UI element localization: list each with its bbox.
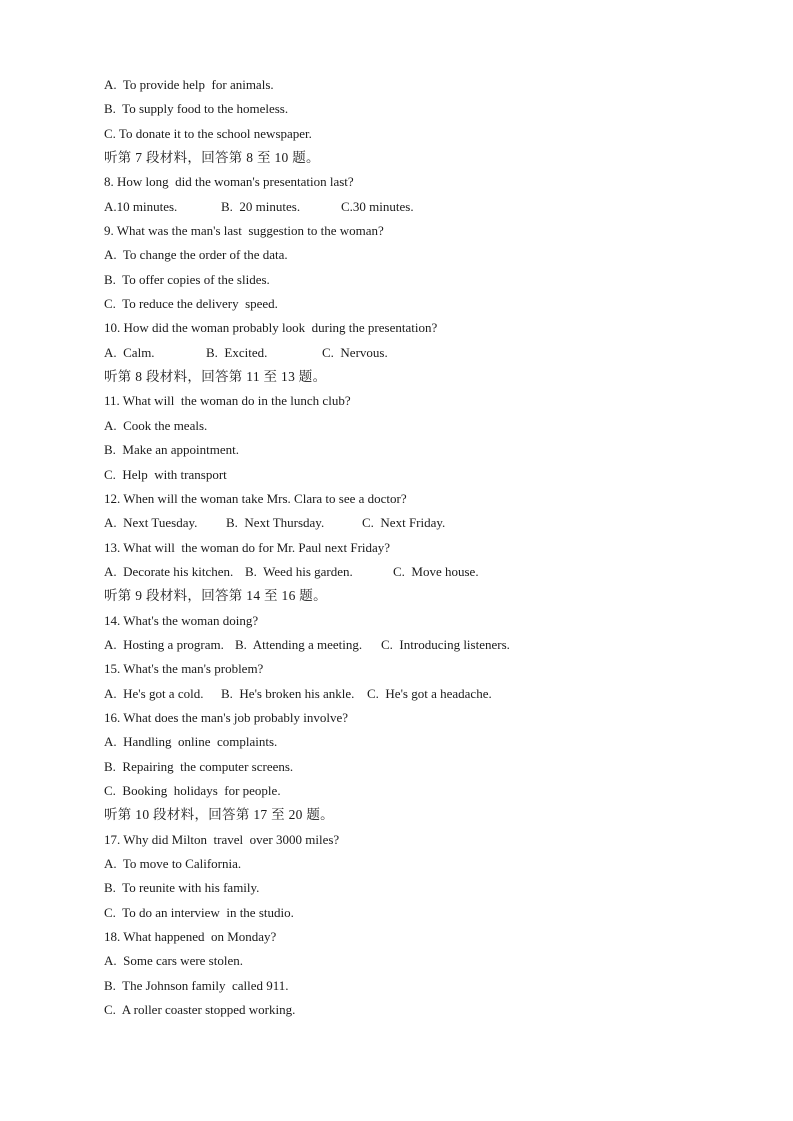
q15-option-b: B. He's broken his ankle. bbox=[221, 685, 355, 701]
q16-option-c: C. Booking holidays for people. bbox=[104, 782, 281, 798]
q9-option-b: B. To offer copies of the slides. bbox=[104, 271, 270, 287]
question-15: 15. What's the man's problem? bbox=[104, 661, 264, 677]
q14-option-b: B. Attending a meeting. bbox=[235, 636, 363, 652]
question-11: 11. What will the woman do in the lunch club? bbox=[104, 393, 351, 409]
q10-options-row bbox=[104, 341, 724, 365]
q7-option-a: A. To provide help for animals. bbox=[104, 77, 274, 92]
q14-options-row bbox=[104, 633, 724, 657]
question-8: 8. How long did the woman's presentation last? bbox=[104, 174, 354, 190]
q11-option-b: B. Make an appointment. bbox=[104, 442, 240, 458]
q9-option-a: A. To change the order of the data. bbox=[104, 247, 288, 263]
q16-option-a: A. Handling online complaints. bbox=[104, 734, 278, 750]
q8-option-c: C.30 minutes. bbox=[341, 198, 414, 214]
q8-option-b: B. 20 minutes. bbox=[221, 198, 301, 214]
question-9: 9. What was the man's last suggestion to the woman? bbox=[104, 223, 384, 239]
q13-option-c: C. Move house. bbox=[393, 563, 479, 579]
question-17: 17. Why did Milton travel over 3000 miles? bbox=[104, 831, 340, 847]
q8-option-a: A.10 minutes. bbox=[104, 198, 178, 214]
q13-option-b: B. Weed his garden. bbox=[245, 563, 353, 579]
q10-option-b: B. Excited. bbox=[206, 344, 268, 360]
q12-option-c: C. Next Friday. bbox=[362, 515, 446, 531]
q15-option-a: A. He's got a cold. bbox=[104, 685, 204, 701]
q18-option-a: A. Some cars were stolen. bbox=[104, 953, 243, 969]
q8-options-row bbox=[104, 195, 724, 219]
q12-option-a: A. Next Tuesday. bbox=[104, 515, 198, 531]
q10-option-a: A. Calm. bbox=[104, 344, 155, 360]
section-heading-7: 听第 7 段材料，回答第 8 至 10 题。 bbox=[104, 150, 320, 166]
question-13: 13. What will the woman do for Mr. Paul next Friday? bbox=[104, 539, 391, 555]
q12-options-row bbox=[104, 511, 724, 535]
question-14: 14. What's the woman doing? bbox=[104, 612, 259, 628]
q17-option-a: A. To move to California. bbox=[104, 856, 242, 871]
section-heading-9: 听第 9 段材料，回答第 14 至 16 题。 bbox=[104, 588, 327, 604]
q7-option-c: C. To donate it to the school newspaper. bbox=[104, 125, 312, 141]
q16-option-b: B. Repairing the computer screens. bbox=[104, 758, 294, 774]
question-18: 18. What happened on Monday? bbox=[104, 929, 277, 945]
q10-option-c: C. Nervous. bbox=[322, 344, 388, 360]
q15-options-row bbox=[104, 682, 724, 706]
q18-option-c: C. A roller coaster stopped working. bbox=[104, 1002, 296, 1018]
section-heading-8: 听第 8 段材料，回答第 11 至 13 题。 bbox=[104, 369, 327, 385]
q9-option-c: C. To reduce the delivery speed. bbox=[104, 296, 278, 312]
q14-option-a: A. Hosting a program. bbox=[104, 636, 224, 652]
q11-option-c: C. Help with transport bbox=[104, 466, 227, 482]
question-16: 16. What does the man's job probably involve? bbox=[104, 709, 348, 725]
q13-options-row bbox=[104, 560, 724, 584]
q15-option-c: C. He's got a headache. bbox=[367, 685, 492, 701]
q18-option-b: B. The Johnson family called 911. bbox=[104, 977, 289, 993]
q12-option-b: B. Next Thursday. bbox=[226, 515, 325, 531]
q11-option-a: A. Cook the meals. bbox=[104, 417, 208, 433]
q14-option-c: C. Introducing listeners. bbox=[381, 636, 510, 652]
q17-option-b: B. To reunite with his family. bbox=[104, 880, 260, 896]
document-body bbox=[104, 73, 724, 1022]
q13-option-a: A. Decorate his kitchen. bbox=[104, 563, 234, 579]
question-12: 12. When will the woman take Mrs. Clara to see a doctor? bbox=[104, 490, 407, 506]
question-10: 10. How did the woman probably look during the presentation? bbox=[104, 320, 438, 336]
q7-option-b: B. To supply food to the homeless. bbox=[104, 101, 289, 117]
q17-option-c: C. To do an interview in the studio. bbox=[104, 904, 294, 920]
section-heading-10: 听第 10 段材料，回答第 17 至 20 题。 bbox=[104, 807, 334, 823]
